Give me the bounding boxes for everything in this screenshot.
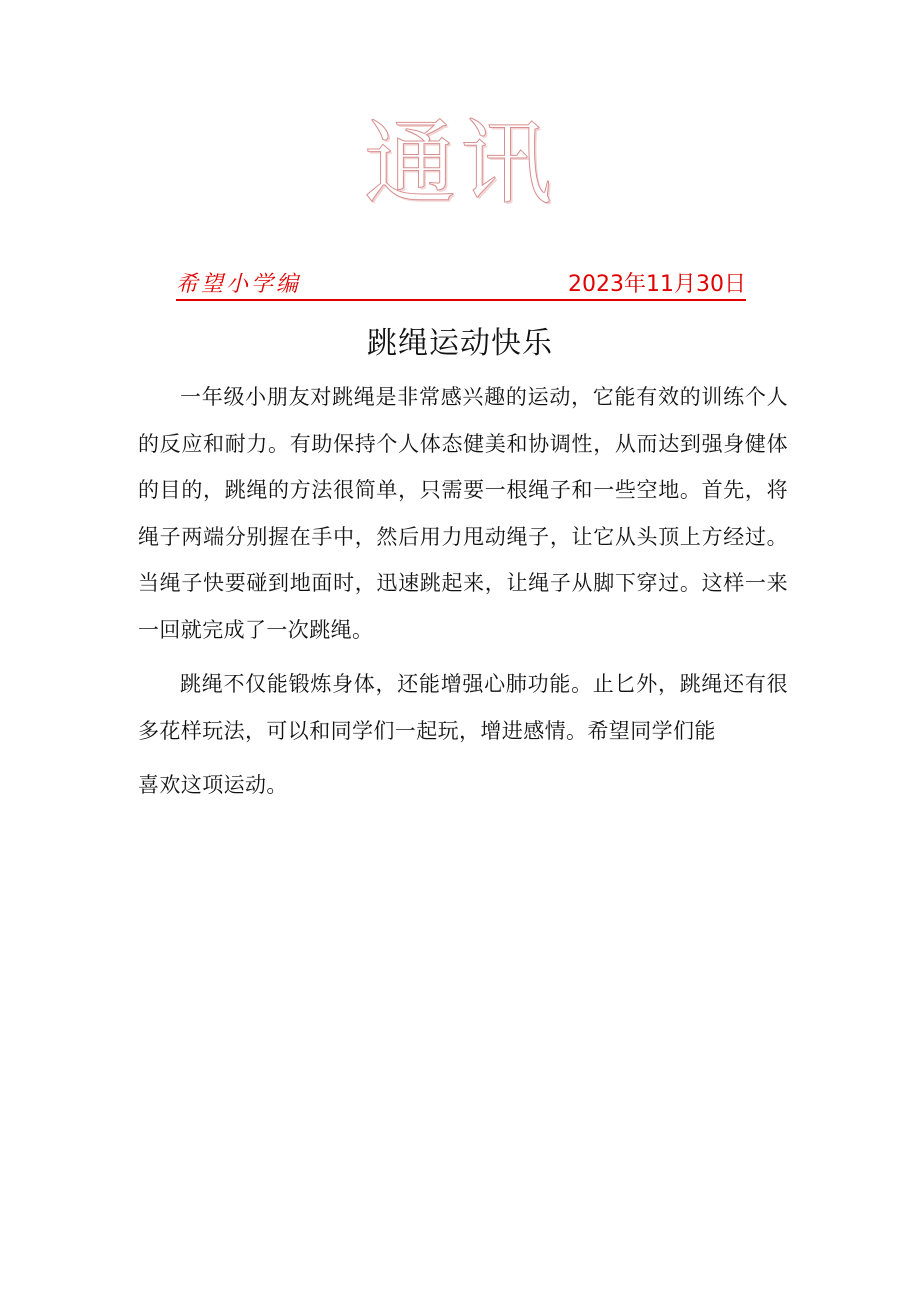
article-paragraph-text: 跳绳不仅能锻炼身体，还能增强心肺功能。止匕外，跳绳还有很多花样玩法，可以和同学们一起玩，增进感情。希望同学们能 [138,672,788,743]
red-divider-rule [176,299,746,301]
masthead-title: 通讯 [363,110,556,217]
article-paragraph [138,661,788,809]
publisher-line [176,270,746,300]
publish-date: 2023年11月30日 [568,272,746,297]
article-paragraph: 一年级小朋友对跳绳是非常感兴趣的运动，它能有效的训练个人的反应和耐力。有助保持个人体态健美和协调性，从而达到强身健体的目的，跳绳的方法很简单，只需要一根绳子和一些空地。首先，将绳子两端分别握在手中，然后用力甩动绳子，让它从头顶上方经过。当绳子快要碰到地面时，迅速跳起来，让绳子从脚下穿过。这样一来一回就完成了一次跳绳。 [138,385,788,642]
publisher-name: 希望小学编 [176,272,302,297]
article-closing-line: 喜欢这项运动。 [138,773,288,798]
article-title: 跳绳运动快乐 [367,326,553,361]
